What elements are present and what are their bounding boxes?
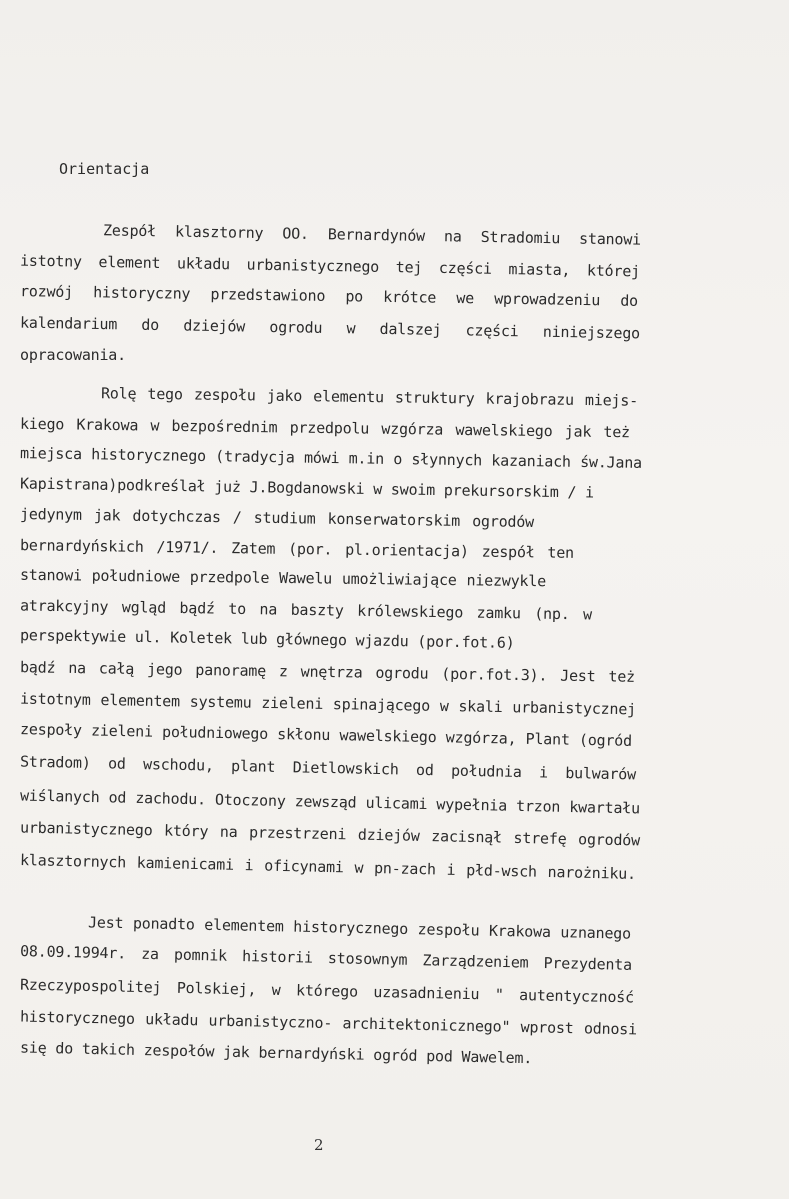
section-heading: Orientacja [59, 160, 150, 178]
paragraph-1-line-5: opracowania. [20, 346, 126, 364]
paragraph-2-line-4: Kapistrana)podkreślał już J.Bogdanowski w swoim prekursorskim / i [19, 474, 595, 502]
paragraph-3-line-2: 08.09.1994r. za pomnik historii stosownym Zarządzeniem Prezydenta [19, 942, 633, 974]
paragraph-1-line-2: istotny element układu urbanistycznego tej części miasta, której [19, 251, 641, 281]
paragraph-2-line-14: wiślanych od zachodu. Otoczony zewsząd ulicami wypełnia trzon kwartału [19, 786, 641, 818]
paragraph-2-line-3: miejsca historycznego (tradycja mówi m.in o słynnych kazaniach św.Jana [19, 444, 643, 472]
paragraph-2-line-1: Rolę tego zespołu jako elementu struktury krajobrazu miejs- [100, 384, 639, 410]
paragraph-2-line-9: perspektywie ul. Koletek lub głównego wjazdu (por.fot.6) [19, 626, 515, 652]
paragraph-2-line-13: Stradom) od wschodu, plant Dietlowskich od południa i bulwarów [19, 752, 637, 784]
paragraph-2-line-8: atrakcyjny wgląd bądź to na baszty królewskiego zamku (np. w [19, 596, 593, 624]
paragraph-2-line-6: bernardyńskich /1971/. Zatem (por. pl.orientacja) zespół ten [19, 536, 575, 562]
paragraph-3-line-5: się do takich zespołów jak bernardyński ogród pod Wawelem. [19, 1038, 533, 1068]
paragraph-1-line-1: Zespół klasztorny OO. Bernardynów na Stradomiu stanowi [102, 221, 642, 249]
paragraph-3-line-4: historycznego układu urbanistyczno- architektonicznego" wprost odnosi [19, 1007, 638, 1039]
paragraph-2-line-16: klasztornych kamienicami i oficynami w pn-zach i płd-wsch narożniku. [19, 851, 637, 883]
paragraph-2-line-7: stanowi południowe przedpole Wawelu umożliwiające niezwykle [19, 565, 547, 591]
paragraph-3-line-3: Rzeczypospolitej Polskiej, w którego uzasadnieniu " autentyczność [19, 975, 635, 1007]
paragraph-3-line-1: Jest ponadto elementem historycznego zespołu Krakowa uznanego [87, 913, 632, 943]
paragraph-2-line-11: istotnym elementem systemu zieleni spinającego w skali urbanistycznej [19, 689, 637, 719]
paragraph-2-line-2: kiego Krakowa w bezpośrednim przedpolu wzgórza wawelskiego jak też [19, 414, 631, 442]
paragraph-1-line-3: rozwój historyczny przedstawiono po krótce we wprowadzeniu do [19, 282, 639, 310]
paragraph-2-line-15: urbanistycznego który na przestrzeni dziejów zacisnął strefę ogrodów [19, 818, 641, 850]
paragraph-2-line-12: zespoły zieleni południowego skłonu wawelskiego wzgórza, Plant (ogród [19, 720, 633, 750]
paragraph-1-line-4: kalendarium do dziejów ogrodu w dalszej części niniejszego [19, 313, 641, 343]
page-number: 2 [314, 1136, 324, 1154]
paragraph-2-line-10: bądź na całą jego panoramę z wnętrza ogrodu (por.fot.3). Jest też [19, 658, 636, 686]
paragraph-2-line-5: jedynym jak dotychczas / studium konserwatorskim ogrodów [19, 504, 535, 532]
